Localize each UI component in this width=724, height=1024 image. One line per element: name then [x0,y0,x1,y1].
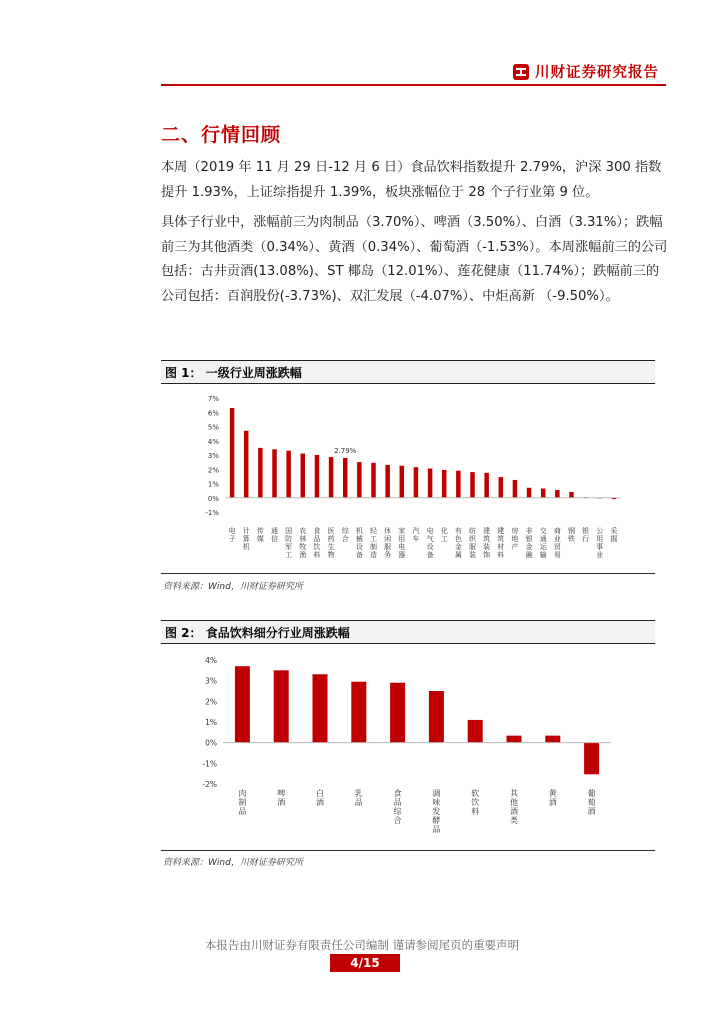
x-tick-label: 国防军工 [285,527,293,559]
x-tick-label: 休闲服务 [384,527,392,559]
bar-其他酒类 [507,736,522,743]
page-number: 4/15 [330,954,400,972]
x-tick-label: 啤酒 [277,789,286,807]
x-tick-label: 电子 [228,527,236,543]
x-tick-label: 软饮料 [471,789,480,816]
bar-医药生物 [329,457,334,498]
x-tick-label: 葡萄酒 [587,789,596,816]
x-tick-label: 建筑材料 [497,527,505,559]
header-brand [512,61,659,82]
bar-白酒 [313,674,328,742]
x-tick-label: 建筑装饰 [483,527,491,559]
x-tick-label: 采掘 [610,527,618,543]
figure1-title: 图 1： 一级行业周涨跌幅 [165,366,302,380]
bar-传媒 [258,448,263,498]
figure1-source: 资料来源：Wind，川财证券研究所 [163,582,303,592]
bar-电气设备 [428,469,433,498]
x-tick-label: 钢铁 [568,527,575,543]
y-tick-label: 7% [207,395,219,403]
figure2-title: 图 2： 食品饮料细分行业周涨跌幅 [165,626,350,640]
bar-农林牧渔 [301,454,306,498]
figure1-header [161,360,655,384]
bar-肉制品 [235,666,250,742]
y-tick-label: 4% [207,437,219,446]
x-tick-label: 机械设备 [355,527,363,559]
x-tick-label: 非银金融 [525,527,533,559]
figure2-source: 资料来源：Wind，川财证券研究所 [163,858,303,868]
x-tick-label: 纺织服装 [469,527,476,559]
y-tick-label: 2% [207,466,219,475]
figure2-header [161,620,655,644]
x-tick-label: 房地产 [511,527,519,551]
x-tick-label: 黄酒 [548,789,557,807]
bar-建筑材料 [499,477,504,498]
x-tick-label: 食品饮料 [313,527,321,559]
y-tick-label: 1% [207,480,219,489]
bar-建筑装饰 [484,473,489,498]
x-tick-label: 化工 [440,527,448,543]
bar-调味发酵品 [429,691,444,743]
bar-综合 [343,458,348,498]
brand-name: 川财证券研究报告 [535,64,659,81]
x-tick-label: 传媒 [256,527,264,543]
bar-食品饮料 [315,455,320,498]
x-tick-label: 肉制品 [238,789,247,816]
section-title: 二、行情回顾 [161,124,282,146]
bar-食品综合 [390,683,405,743]
bar-通信 [272,449,277,497]
x-tick-label: 电气设备 [426,527,434,559]
x-tick-label: 通信 [271,527,278,543]
chuancai-logo-icon [512,63,530,81]
bar-啤酒 [274,670,289,742]
figure2-divider [161,850,655,851]
x-tick-label: 计算机 [242,527,250,551]
y-tick-label: 5% [207,423,219,432]
y-tick-label: 4% [205,656,217,665]
y-tick-label: 6% [207,409,219,418]
y-tick-label: -1% [202,759,217,769]
bar-软饮料 [468,720,483,743]
x-tick-label: 公用事业 [596,527,604,559]
bar-交通运输 [541,488,546,497]
figure1-chart [161,386,655,574]
x-tick-label: 家用电器 [398,527,406,559]
bar-annotation: 2.79% [334,446,357,455]
bar-钢铁 [569,492,574,498]
header-divider [161,84,666,86]
bar-房地产 [513,480,518,498]
bar-非银金融 [527,488,532,498]
paragraph-details: 具体子行业中，涨幅前三为肉制品（3.70%）、啤酒（3.50%）、白酒（3.31%）；跌幅前三为其他酒类（0.34%）、黄酒（0.34%）、葡萄酒（-1.53%）。本周涨幅前三的公司包括：古井贡酒(13.08%)、ST 椰岛（12.01%）、莲花健康（11.74%）；跌幅前三的公司包括：百润股份(-3.73%)、双汇发展（-4.07%）、中炬高新 （-9.50%）。 [161,215,668,304]
x-tick-label: 调味发酵品 [432,789,441,834]
x-tick-label: 交通运输 [539,527,547,559]
x-tick-label: 银行 [582,527,590,543]
footer-disclaimer: 本报告由川财证券有限责任公司编制 谨请参阅尾页的重要声明 [204,938,520,952]
x-tick-label: 商业贸易 [553,527,561,559]
x-tick-label: 有色金属 [454,527,462,559]
bar-计算机 [244,431,249,498]
bar-休闲服务 [385,465,390,498]
x-tick-label: 白酒 [316,789,324,807]
bar-汽车 [414,467,419,498]
y-tick-label: 3% [207,452,219,460]
x-tick-label: 乳品 [354,789,363,807]
x-tick-label: 汽车 [412,527,420,543]
x-tick-label: 医药生物 [327,527,335,559]
y-tick-label: 0% [207,494,219,503]
y-tick-label: 1% [205,718,217,727]
x-tick-label: 农林牧渔 [299,527,307,559]
bar-葡萄酒 [584,743,599,775]
bar-乳品 [351,682,366,743]
bar-商业贸易 [555,490,560,498]
bar-化工 [442,470,447,498]
x-tick-label: 轻工制造 [370,527,377,559]
bar-纺织服装 [470,472,475,498]
y-tick-label: 2% [205,697,217,707]
y-tick-label: 3% [205,676,217,686]
y-tick-label: 0% [205,738,217,748]
figure1-divider [161,573,655,574]
bar-电子 [230,408,235,498]
bar-家用电器 [400,466,405,498]
bar-轻工制造 [371,463,376,498]
bar-机械设备 [357,462,362,498]
y-tick-label: -2% [202,780,217,789]
figure2-chart [161,646,655,850]
bar-有色金属 [456,471,461,498]
x-tick-label: 其他酒类 [510,789,518,825]
bar-黄酒 [545,736,560,743]
x-tick-label: 综合 [341,527,349,543]
y-tick-label: -1% [205,509,219,517]
bar-国防军工 [286,451,291,498]
x-tick-label: 食品综合 [393,789,402,825]
paragraph-summary: 本周（2019 年 11 月 29 日-12 月 6 日）食品饮料指数提升 2.79%，沪深 300 指数提升 1.93%，上证综指提升 1.39%，板块涨幅位于 28 个子行业第 9 位。 [161,160,662,200]
